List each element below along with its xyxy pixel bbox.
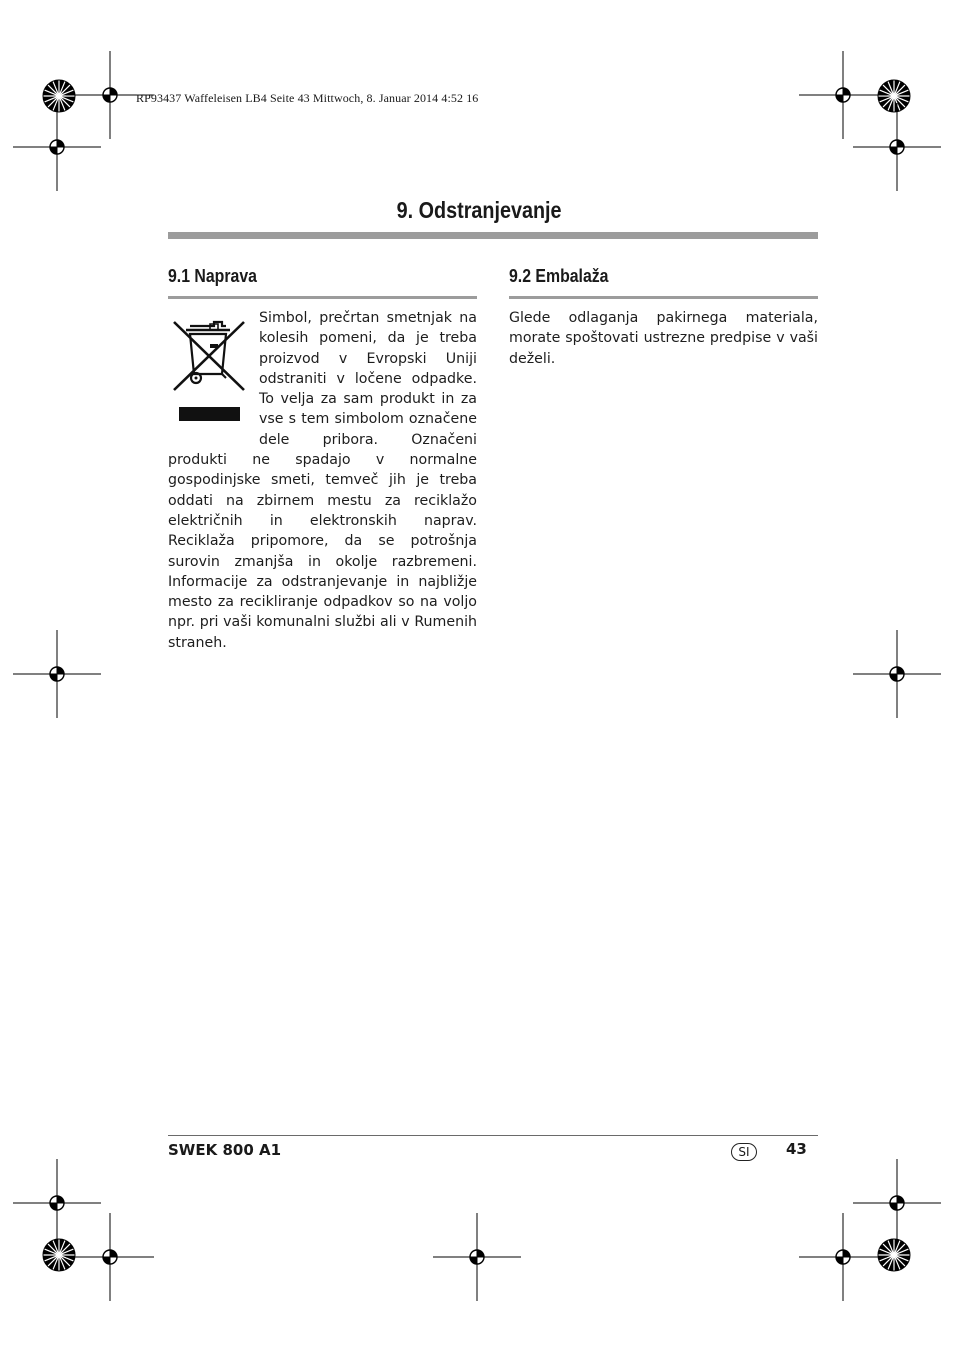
registration-crosshair-icon: [433, 1213, 521, 1301]
registration-crosshair-icon: [66, 1213, 154, 1301]
page-title: 9. Odstranjevanje: [396, 197, 562, 223]
registration-crosshair-icon: [799, 1213, 887, 1301]
title-rule: [168, 232, 818, 239]
language-badge: SI: [731, 1143, 757, 1161]
registration-star-icon: [878, 80, 910, 112]
registration-crosshair-icon: [799, 51, 887, 139]
registration-star-icon: [43, 80, 75, 112]
section-paragraph-packaging: Glede odlaganja pakirnega materiala, morate spoštovati ustrezne predpise v vaši deželi.: [509, 310, 818, 367]
section-rule: [509, 296, 818, 299]
section-heading-device: 9.1 Naprava: [168, 266, 257, 286]
section-heading-packaging: 9.2 Embalaža: [509, 266, 609, 286]
page-number: 43: [786, 1140, 807, 1158]
registration-crosshair-icon: [13, 1159, 101, 1247]
registration-star-icon: [878, 1239, 910, 1271]
print-slug: RP93437 Waffeleisen LB4 Seite 43 Mittwoch, 8. Januar 2014 4:52 16: [136, 91, 479, 105]
section-paragraph-device: [168, 308, 477, 653]
registration-crosshair-icon: [853, 1159, 941, 1247]
registration-crosshair-icon: [853, 103, 941, 191]
registration-crosshair-icon: [853, 630, 941, 718]
registration-crosshair-icon: [13, 103, 101, 191]
registration-crosshair-icon: [13, 630, 101, 718]
registration-star-icon: [43, 1239, 75, 1271]
footer-model: SWEK 800 A1: [168, 1141, 282, 1159]
section-rule: [168, 296, 477, 299]
section-text-device: Simbol, prečrtan smetnjak na kolesih pomeni, da je treba proizvod v Evropski Uniji odstraniti v ločene odpadke. To velja za sam produkt in za vse s tem simbolom označene dele pribora. Označeni produkti ne spadajo v normalne gospodinjske smeti, temveč jih je treba oddati na zbirnem mestu za reciklažo električnih in elektronskih naprav. Reciklaža pripomore, da se potrošnja surovin zmanjša in okolje razbremeni. Informacije za odstranjevanje in najbližje mesto za recikliranje odpadkov so na voljo npr. pri vaši komunalni službi ali v Rumenih straneh.: [168, 310, 477, 651]
footer-rule: [168, 1135, 818, 1136]
